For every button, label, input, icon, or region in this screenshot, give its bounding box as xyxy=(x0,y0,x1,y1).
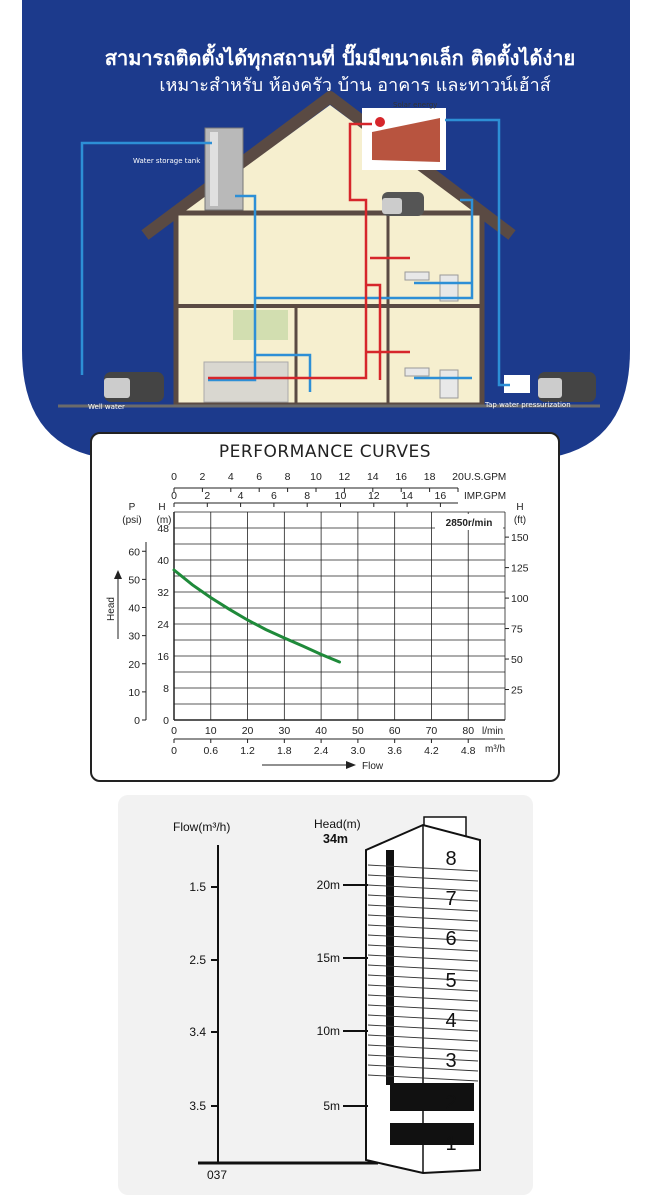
imp-gpm-tick-label: 8 xyxy=(304,490,311,502)
ft-tick-label: 75 xyxy=(511,623,523,636)
lmin-tick-label: 50 xyxy=(352,725,364,737)
psi-tick-label: 50 xyxy=(128,574,140,587)
imp-gpm-tick-label: 6 xyxy=(270,490,277,502)
head-arrow-head xyxy=(114,570,122,579)
ft-tick-label: 25 xyxy=(511,684,523,697)
flow-tick-label: 3.4 xyxy=(189,1025,206,1039)
flow-tick-label: 2.5 xyxy=(189,953,206,967)
ft-tick-label: 50 xyxy=(511,654,523,667)
m3h-tick-label: 0 xyxy=(171,745,177,757)
lmin-tick-label: 70 xyxy=(425,725,438,737)
lmin-tick-label: 30 xyxy=(278,725,291,737)
pressure-psi-unit: (psi) xyxy=(122,515,142,526)
head-m-letter: H xyxy=(158,502,166,513)
head-m-tick-label: 0 xyxy=(163,715,169,727)
psi-tick-label: 10 xyxy=(128,686,140,699)
floor-number-6: 6 xyxy=(445,928,457,950)
m3h-tick-label: 1.8 xyxy=(277,745,292,757)
top-head-label: 34m xyxy=(323,832,349,846)
m3h-axis-label: m³/h xyxy=(485,744,505,755)
pump-well xyxy=(104,372,164,402)
head-tick-label: 15m xyxy=(316,951,340,965)
us-gpm-tick-label: 6 xyxy=(256,471,263,483)
us-gpm-tick-label: 14 xyxy=(366,471,379,483)
origin-label: 037 xyxy=(207,1168,228,1182)
sink xyxy=(405,368,429,376)
chart-title: PERFORMANCE CURVES xyxy=(218,442,432,462)
m3h-tick-label: 2.4 xyxy=(313,745,329,757)
us-gpm-tick-label: 10 xyxy=(310,471,322,483)
floor-number-1: 1 xyxy=(445,1133,457,1155)
building-ticks xyxy=(189,878,368,1113)
m3h-tick-label: 3.6 xyxy=(387,745,402,757)
m3h-tick-label: 0.6 xyxy=(203,745,219,757)
floor-number-3: 3 xyxy=(445,1050,457,1072)
head-m-tick-label: 8 xyxy=(163,683,169,695)
imp-gpm-tick-label: 10 xyxy=(334,490,347,502)
m3h-tick-label: 1.2 xyxy=(240,745,255,757)
m3h-tick-label: 3.0 xyxy=(350,745,366,757)
ft-tick-label: 100 xyxy=(511,593,529,606)
imp-gpm-tick-label: 0 xyxy=(171,490,177,502)
floor-number-5: 5 xyxy=(445,970,457,992)
imp-gpm-tick-label: 4 xyxy=(237,490,244,502)
pump-attic xyxy=(382,192,424,216)
solar-tank xyxy=(375,117,385,127)
head-ft-letter: H xyxy=(516,502,524,513)
head-tick-label: 10m xyxy=(316,1024,340,1038)
head-axis-title: Head(m) xyxy=(314,817,361,831)
toilet xyxy=(440,370,458,398)
psi-tick-label: 30 xyxy=(128,630,140,643)
headline-line-2: เหมาะสำหรับ ห้องครัว บ้าน อาคาร และทาวน์เฮ้าส์ xyxy=(159,75,551,96)
us-gpm-tick-label: 4 xyxy=(227,471,234,483)
us-gpm-tick-label: 2 xyxy=(199,471,206,483)
floor-number-2: 2 xyxy=(445,1092,457,1114)
lmin-tick-label: 0 xyxy=(171,725,177,737)
imp-gpm-tick-label: 12 xyxy=(367,490,380,502)
ft-tick-label: 125 xyxy=(511,562,529,575)
lmin-tick-label: 20 xyxy=(241,725,254,737)
us-gpm-tick-label: 0 xyxy=(171,471,177,483)
x-axis-title: Flow xyxy=(362,761,384,772)
headline-line-1: สามารถติดตั้งได้ทุกสถานที่ ปั๊มมีขนาดเล็ก ติดตั้งได้ง่าย xyxy=(104,46,576,70)
lmin-axis-label: l/min xyxy=(482,726,504,737)
building-head-diagram xyxy=(118,795,533,1195)
floor-number-7: 7 xyxy=(445,888,457,910)
ft-tick-label: 150 xyxy=(511,532,529,545)
m3h-tick-label: 4.2 xyxy=(424,745,439,757)
pressure-psi-letter: P xyxy=(128,502,136,513)
flow-tick-label: 1.5 xyxy=(189,880,206,894)
speed-label: 2850r/min xyxy=(445,518,493,529)
floor-number-8: 8 xyxy=(445,848,457,870)
psi-tick-label: 40 xyxy=(128,602,140,615)
us-gpm-tick-label: 20 xyxy=(452,471,464,483)
head-m-unit: (m) xyxy=(156,515,172,526)
window xyxy=(233,310,288,340)
head-m-tick-label: 32 xyxy=(157,587,169,599)
head-tick-label: 20m xyxy=(316,878,340,892)
performance-curve xyxy=(174,570,340,662)
head-ft-unit: (ft) xyxy=(513,515,527,526)
imp-gpm-tick-label: 16 xyxy=(434,490,447,502)
lmin-tick-label: 10 xyxy=(204,725,217,737)
building-illustration xyxy=(118,795,533,1195)
water-storage-tank-label: Water storage tank xyxy=(133,157,201,165)
us-gpm-tick-label: 12 xyxy=(338,471,351,483)
lmin-tick-label: 40 xyxy=(315,725,327,737)
installation-banner xyxy=(0,0,650,470)
head-m-tick-label: 40 xyxy=(157,555,169,567)
imp-gpm-tick-label: 2 xyxy=(204,490,211,502)
us-gpm-axis-label: U.S.GPM xyxy=(464,472,507,483)
head-m-tick-label: 24 xyxy=(157,619,169,631)
solar-energy-label: Solar energy xyxy=(393,101,438,109)
flow-arrow-head xyxy=(346,761,356,769)
imp-gpm-tick-label: 14 xyxy=(401,490,413,502)
floor-number-4: 4 xyxy=(445,1010,457,1032)
us-gpm-tick-label: 8 xyxy=(284,471,291,483)
flow-axis-title: Flow(m³/h) xyxy=(173,820,231,834)
performance-chart xyxy=(92,434,558,780)
well-water-label: Well water xyxy=(88,403,125,411)
flow-tick-label: 3.5 xyxy=(189,1099,206,1113)
head-m-tick-label: 48 xyxy=(157,523,169,535)
m3h-tick-label: 4.8 xyxy=(460,745,476,757)
us-gpm-tick-label: 16 xyxy=(395,471,408,483)
tap-water-label: Tap water pressurization xyxy=(485,401,571,409)
imp-gpm-axis-label: IMP.GPM xyxy=(464,491,507,502)
lmin-tick-label: 60 xyxy=(388,725,401,737)
sink xyxy=(405,272,429,280)
psi-tick-label: 60 xyxy=(128,546,140,559)
psi-tick-label: 20 xyxy=(128,658,140,671)
y-axis-title: Head xyxy=(106,597,117,621)
performance-curves-card xyxy=(90,432,560,782)
head-m-tick-label: 16 xyxy=(157,651,169,663)
lmin-tick-label: 80 xyxy=(462,725,475,737)
psi-tick-label: 0 xyxy=(134,715,140,727)
kitchen-cabinet xyxy=(204,362,288,402)
us-gpm-tick-label: 18 xyxy=(423,471,436,483)
head-tick-label: 5m xyxy=(323,1099,340,1113)
